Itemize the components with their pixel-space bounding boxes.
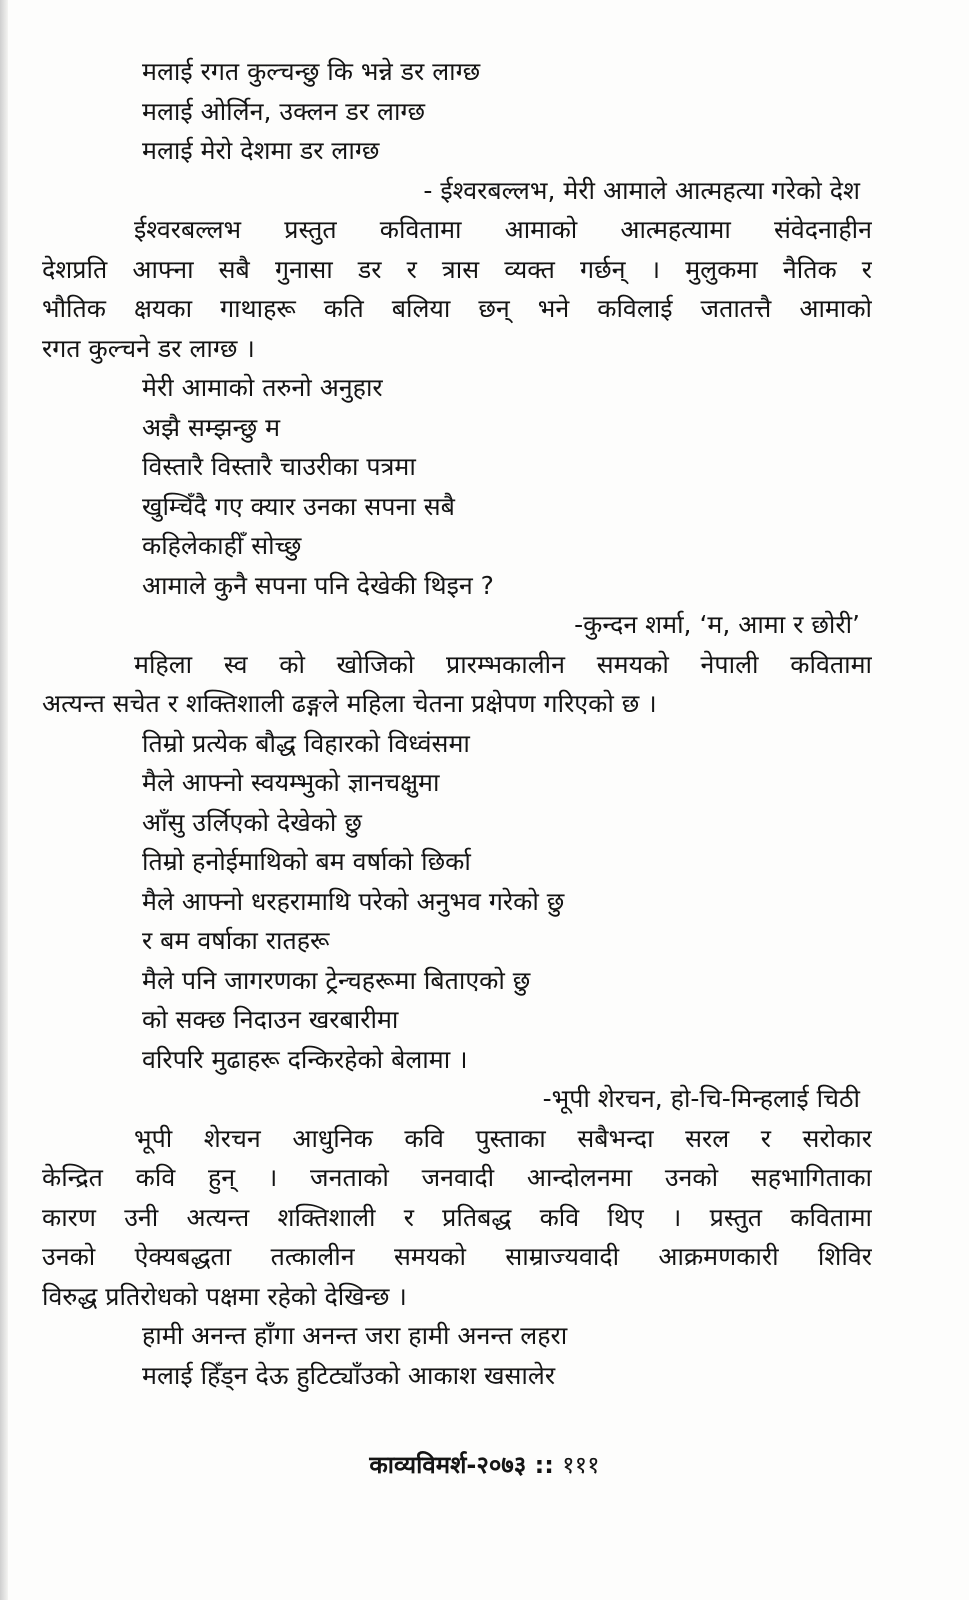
paragraph-line: ईश्वरबल्लभ प्रस्तुत कवितामा आमाको आत्महत्यामा संवेदनाहीन: [134, 215, 872, 244]
paragraph-line: केन्द्रित कवि हुन् । जनताको जनवादी आन्दोलनमा उनको सहभागिताका: [42, 1163, 872, 1192]
poem-attribution: - ईश्वरबल्लभ, मेरी आमाले आत्महत्या गरेको देश: [423, 175, 860, 205]
verse-line: कहिलेकाहीँ सोच्छु: [142, 531, 302, 560]
journal-title: काव्यविमर्श-२०७३: [369, 1451, 527, 1479]
verse-line: मेरी आमाको तरुनो अनुहार: [142, 373, 383, 402]
page-number: १११: [562, 1451, 600, 1479]
verse-line: आँसु उर्लिएको देखेको छु: [142, 807, 362, 837]
verse-line: मलाई रगत कुल्चन्छु कि भन्ने डर लाग्छ: [142, 57, 481, 86]
verse-line: अझै सम्झन्छु म: [142, 412, 281, 442]
verse-line: मैले आफ्नो स्वयम्भुको ज्ञानचक्षुमा: [142, 768, 440, 797]
verse-line: को सक्छ निदाउन खरबारीमा: [142, 1005, 399, 1034]
verse-line: मैले पनि जागरणका ट्रेन्चहरूमा बिताएको छु: [142, 965, 531, 995]
footer-separator: ::: [526, 1451, 563, 1479]
verse-line: वरिपरि मुढाहरू दन्किरहेको बेलामा ।: [142, 1044, 468, 1074]
verse-line: मलाई मेरो देशमा डर लाग्छ: [142, 136, 380, 165]
paragraph-line: कारण उनी अत्यन्त शक्तिशाली र प्रतिबद्ध कवि थिए । प्रस्तुत कवितामा: [42, 1202, 872, 1232]
verse-line: मलाई हिँड्न देऊ हुटिट्याँउको आकाश खसालेर: [142, 1360, 556, 1390]
paragraph-line: देशप्रति आफ्ना सबै गुनासा डर र त्रास व्यक्त गर्छन् । मुलुकमा नैतिक र: [42, 254, 872, 284]
verse-line: तिम्रो प्रत्येक बौद्ध विहारको विध्वंसमा: [142, 728, 470, 758]
paragraph-line: रगत कुल्चने डर लाग्छ ।: [42, 333, 255, 363]
paragraph-line: उनको ऐक्यबद्धता तत्कालीन समयको साम्राज्यवादी आक्रमणकारी शिविर: [42, 1242, 872, 1271]
verse-line: मैले आफ्नो धरहरामाथि परेको अनुभव गरेको छु: [142, 886, 565, 916]
verse-line: खुम्चिँदै गए क्यार उनका सपना सबै: [142, 491, 455, 521]
verse-line: र बम वर्षाका रातहरू: [142, 926, 330, 955]
verse-line: हामी अनन्त हाँगा अनन्त जरा हामी अनन्त लहरा: [142, 1321, 568, 1350]
poem-attribution: -भूपी शेरचन, हो-चि-मिन्हलाई चिठी: [542, 1084, 860, 1113]
paragraph-line: महिला स्व को खोजिको प्रारम्भकालीन समयको नेपाली कवितामा: [134, 649, 872, 679]
paragraph-line: भौतिक क्षयका गाथाहरू कति बलिया छन् भने कविलाई जतातत्तै आमाको: [42, 294, 872, 323]
page-body: [42, 52, 872, 1395]
verse-line: तिम्रो हनोईमाथिको बम वर्षाको छिर्का: [142, 847, 471, 876]
paragraph-line: अत्यन्त सचेत र शक्तिशाली ढङ्गले महिला चेतना प्रक्षेपण गरिएको छ ।: [42, 689, 657, 718]
paragraph-line: भूपी शेरचन आधुनिक कवि पुस्ताका सबैभन्दा सरल र सरोकार: [134, 1123, 872, 1153]
paragraph-line: विरुद्ध प्रतिरोधको पक्षमा रहेको देखिन्छ ।: [42, 1281, 407, 1311]
verse-line: विस्तारै विस्तारै चाउरीका पत्रमा: [142, 452, 416, 481]
poem-attribution: -कुन्दन शर्मा, ‘म, आमा र छोरी’: [574, 610, 860, 639]
page-edge-shadow: [0, 0, 8, 1600]
verse-line: आमाले कुनै सपना पनि देखेकी थिइन ?: [142, 570, 494, 600]
page-footer: [0, 1448, 969, 1481]
verse-line: मलाई ओर्लिन, उक्लन डर लाग्छ: [142, 96, 425, 126]
